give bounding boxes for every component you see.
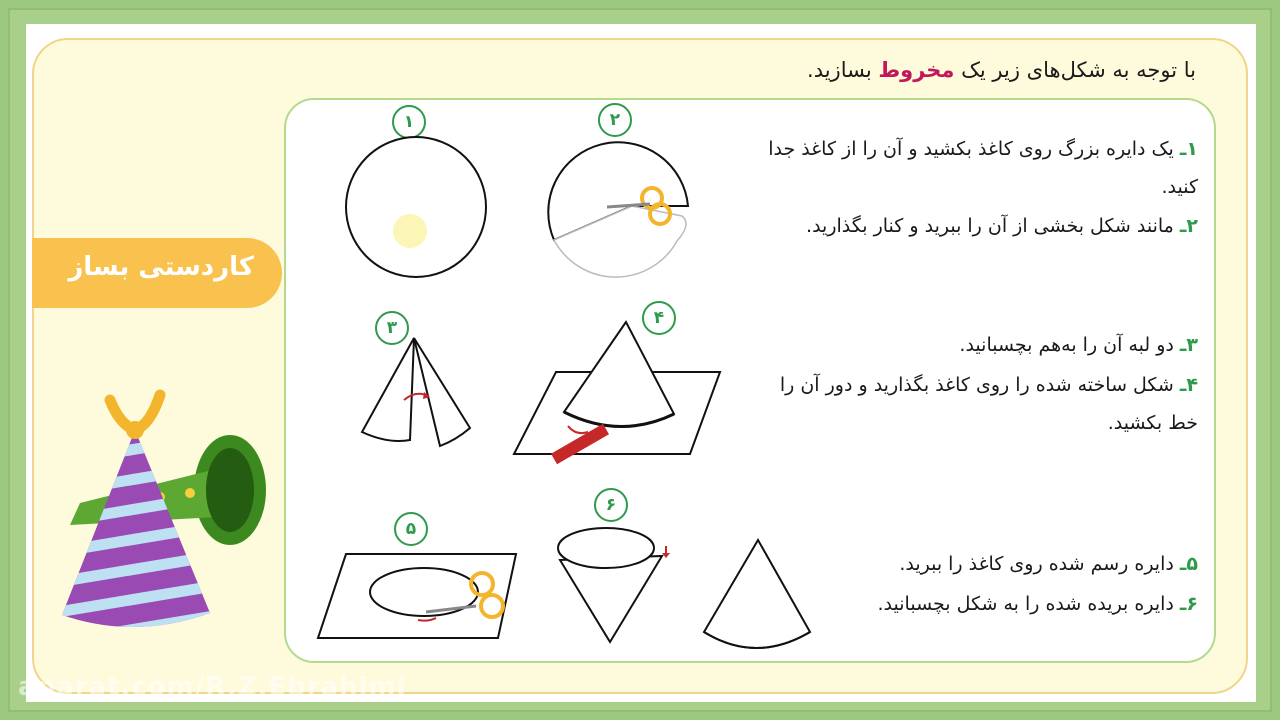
ribbon-label: کاردستی بساز xyxy=(68,252,254,282)
watermark: aparat.com/R.Z.Ebrahimi xyxy=(18,672,407,702)
title-highlight: مخروط xyxy=(878,58,955,82)
paper-circle-figure-icon xyxy=(316,550,518,642)
step-number: ۱ـ xyxy=(1179,138,1198,160)
step-number: ۶ـ xyxy=(1179,593,1198,615)
step-number: ۵ـ xyxy=(1179,553,1198,575)
title-text-end: بسازید. xyxy=(807,58,879,82)
step-badge-2: ۲ xyxy=(598,103,632,137)
step-badge-1: ۱ xyxy=(392,105,426,139)
section-ribbon xyxy=(32,238,282,308)
cone-on-paper-figure-icon xyxy=(512,320,724,472)
step-number: ۲ـ xyxy=(1179,215,1198,237)
step-text: دایره بریده شده را به شکل بچسبانید. xyxy=(877,593,1174,615)
page-title xyxy=(807,58,1196,82)
title-text: با توجه به شکل‌های زیر یک xyxy=(954,58,1196,82)
step-text: مانند شکل بخشی از آن را ببرید و کنار بگذارید. xyxy=(806,215,1174,237)
cone-lid-figure-icon xyxy=(552,524,672,648)
party-hat-icon xyxy=(40,385,280,640)
step-number: ۴ـ xyxy=(1179,374,1198,396)
step-3-text xyxy=(748,326,1198,364)
step-4-text xyxy=(748,366,1198,442)
step-number: ۳ـ xyxy=(1179,334,1198,356)
step-badge-3: ۳ xyxy=(375,311,409,345)
step-text: دایره رسم شده روی کاغذ را ببرید. xyxy=(899,553,1174,575)
step-badge-5: ۵ xyxy=(394,512,428,546)
step-text: دو لبه آن را به‌هم بچسبانید. xyxy=(959,334,1174,356)
step-5-text xyxy=(838,545,1198,583)
step-2-text xyxy=(748,207,1198,245)
step-text: شکل ساخته شده را روی کاغذ بگذارید و دور آن را خط بکشید. xyxy=(779,374,1198,434)
cut-circle-figure-icon xyxy=(542,136,702,281)
step-text: یک دایره بزرگ روی کاغذ بکشید و آن را از کاغذ جدا کنید. xyxy=(768,138,1198,198)
step-badge-6: ۶ xyxy=(594,488,628,522)
step-badge-4: ۴ xyxy=(642,301,676,335)
circle-figure-icon xyxy=(340,136,490,281)
step-6-text xyxy=(838,585,1198,623)
finished-cone-figure-icon xyxy=(700,538,814,654)
open-cone-figure-icon xyxy=(358,336,478,452)
step-1-text xyxy=(748,130,1198,206)
